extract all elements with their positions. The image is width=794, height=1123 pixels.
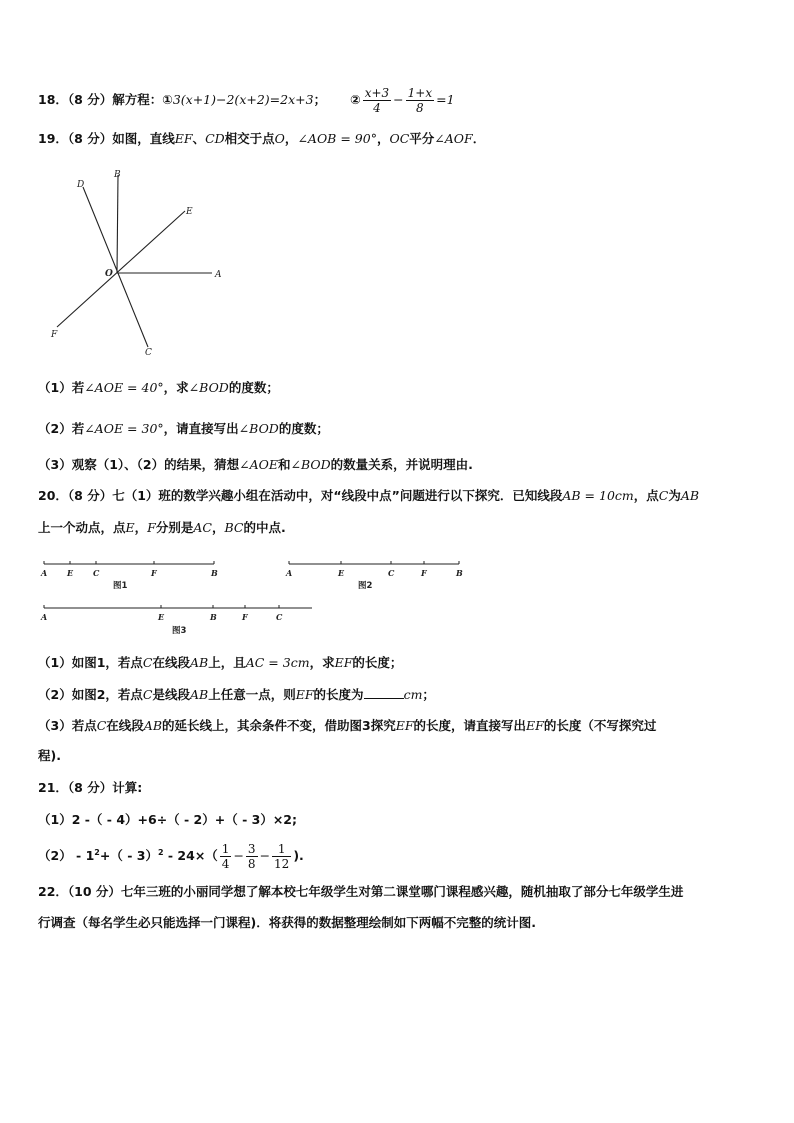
q21-sub2-mid2: - 24×（: [163, 848, 218, 863]
fig2-label-a: A: [286, 568, 293, 578]
q19-text-3: 相交于点: [224, 131, 275, 146]
q20-sub3-ef: EF: [395, 718, 414, 733]
q19-ef: EF: [174, 131, 193, 146]
q19-text-7: ．: [472, 131, 486, 146]
q18-stem: 解方程：: [112, 92, 163, 107]
q20-sub3-e: 的长度，请直接写出: [413, 718, 527, 733]
q18-frac1: [363, 86, 391, 115]
q20-l2-c: 分别是: [155, 520, 194, 535]
fig3-label-f: F: [242, 612, 248, 622]
q19-sub2: [38, 419, 329, 439]
q20-l2-e2: 的中点.: [243, 520, 286, 535]
fig3-label-a: A: [41, 612, 48, 622]
line-cd: [83, 187, 148, 347]
q20-sub3-d: 的延长线上，其余条件不变，借助图3探究: [162, 718, 396, 733]
q20-sub2-ab: AB: [190, 687, 209, 702]
fig3-caption: 图3: [172, 626, 187, 636]
q21-sub2-post: ).: [293, 848, 304, 863]
q19-sub3-post: 的数量关系，并说明理由.: [330, 457, 473, 472]
q19-aof: ∠AOF: [434, 131, 473, 146]
fig1-label-b: B: [211, 568, 218, 578]
q18-score: （8 分）: [67, 92, 113, 107]
q20-sub1-f: 的长度；: [352, 655, 403, 670]
q21-sub2-sup2: 2: [157, 847, 164, 857]
fig2-label-f: F: [421, 568, 427, 578]
q19-sub1-pre: （1）若: [38, 380, 85, 395]
q20-sub2-c: C: [142, 687, 153, 702]
label-d: D: [77, 180, 85, 190]
q21-sub2-pre: （2） - 1: [38, 848, 95, 863]
q20-l1-d: 为: [668, 488, 681, 503]
q19-sub1: [38, 378, 279, 398]
q18-sep: ；: [313, 92, 327, 107]
fig1-label-e: E: [67, 568, 74, 578]
q20-sub1-c: C: [142, 655, 153, 670]
q19-o: O: [274, 131, 285, 146]
q19-sub1-post: 的度数；: [228, 380, 279, 395]
label-c: C: [145, 348, 152, 358]
q20-sub1-ac: AC = 3cm: [245, 655, 310, 670]
fig1-caption: 图1: [113, 581, 128, 591]
q22-l2: 行调查（每名学生必只能选择一门课程)．将获得的数据整理绘制如下两幅不完整的统计图.: [38, 915, 536, 930]
q19-sub1-target: ∠BOD: [188, 380, 229, 395]
q18-rhs: =1: [436, 92, 455, 107]
q19-sub1-mid: ，求: [163, 380, 189, 395]
line-ef: [57, 211, 185, 327]
q20-sub2-f: ；: [422, 687, 435, 702]
q22-number: 22．: [38, 884, 68, 899]
fig3-label-b: B: [210, 612, 217, 622]
q18-frac1-num: x+3: [364, 86, 390, 100]
q19-sub3-mid: 和: [277, 457, 291, 472]
q20-sub1-e: ，求: [309, 655, 335, 670]
q19-sub2-mid: ，请直接写出: [163, 421, 239, 436]
q20-sub2-unit: cm: [403, 687, 423, 702]
q20-sub2-b: 是线段: [152, 687, 190, 702]
fig2-label-c: C: [388, 568, 395, 578]
q20-sub1-d: 上，且: [208, 655, 246, 670]
q19-cd: CD: [205, 131, 225, 146]
q21-op2: −: [259, 848, 271, 863]
q19-sub1-expr: ∠AOE = 40°: [84, 380, 164, 395]
q20-l1-c: C: [658, 488, 669, 503]
q19-sub2-pre: （2）若: [38, 421, 85, 436]
q20-sub2-e: 的长度为: [313, 687, 364, 702]
q22-line2: [38, 913, 536, 933]
q21-stem: [38, 778, 142, 798]
label-a: A: [215, 270, 222, 280]
fig3-label-e: E: [158, 612, 165, 622]
q20-sub2-d: 上任意一点，则: [208, 687, 296, 702]
q20-number: 20．: [38, 488, 68, 503]
q19-score: （8 分）: [67, 131, 113, 146]
q20-l2-a: 上一个动点，点: [38, 520, 126, 535]
q21-sub1: [38, 810, 297, 830]
q19-text-5: ，: [376, 131, 390, 146]
q20-sub3-g: 程).: [38, 748, 61, 763]
q20-l2-d: ，: [211, 520, 225, 535]
q20-sub1-ab: AB: [190, 655, 209, 670]
q21-frac2: [246, 842, 258, 871]
q20-l1-a: 七（1）班的数学兴趣小组在活动中，对“线段中点”问题进行以下探究．已知线段: [112, 488, 563, 503]
q20-sub3-c: C: [96, 718, 107, 733]
q21-sub2: [38, 842, 304, 871]
fig1-label-c: C: [93, 568, 100, 578]
q20-l2-ac: AC: [193, 520, 212, 535]
answer-blank: [364, 686, 404, 699]
q18-part1-mark: ①: [162, 92, 173, 107]
q21-sub2-mid: +（ - 3）: [99, 848, 158, 863]
q20-sub1: [38, 653, 402, 673]
fig2-caption: 图2: [358, 581, 373, 591]
q18-part1-expr: 3(x+1)−2(x+2)=2x+3: [172, 92, 314, 107]
q21-frac3: [272, 842, 291, 871]
q20-sub2-ef: EF: [295, 687, 314, 702]
q20-sub3-ab: AB: [143, 718, 163, 733]
q20-sub2: [38, 685, 435, 705]
q21-frac3-den: 12: [274, 857, 290, 871]
q21-sub2-sup1: 2: [94, 847, 100, 857]
ray-ob: [117, 175, 118, 273]
q21-frac3-num: 1: [272, 842, 291, 857]
q20-sub3-line2: [38, 746, 61, 766]
q19-sub3-a: ∠AOE: [239, 457, 278, 472]
q22-score: （10 分）: [67, 884, 121, 899]
q18-frac1-den: 4: [373, 101, 381, 115]
q19-sub2-expr: ∠AOE = 30°: [84, 421, 164, 436]
q20-l1-b: ，点: [633, 488, 659, 503]
q21-number: 21．: [38, 780, 68, 795]
q21-frac1: [220, 842, 232, 871]
label-o: O: [105, 269, 113, 279]
q20-figures: [0, 552, 794, 642]
q21-score: （8 分）: [67, 780, 113, 795]
q19-oc: OC: [389, 131, 410, 146]
q20-l2-f: F: [147, 520, 156, 535]
q20-score: （8 分）: [67, 488, 113, 503]
q19-sub2-target: ∠BOD: [238, 421, 279, 436]
q22-line1: [38, 882, 683, 902]
q18-part2-mark: ②: [350, 92, 361, 107]
q20-stem-line1: [38, 486, 699, 506]
q20-l1-ab: AB = 10cm: [562, 488, 634, 503]
q19-figure: [40, 165, 240, 365]
q20-l1-ab2: AB: [680, 488, 700, 503]
fig1-label-f: F: [151, 568, 157, 578]
q20-sub3-f: 的长度（不写探究过: [543, 718, 657, 733]
q19-sub2-post: 的度数；: [278, 421, 329, 436]
q20-l2-b: ，: [134, 520, 148, 535]
q18-number: 18．: [38, 92, 68, 107]
label-b: B: [114, 170, 121, 180]
q20-sub3-ef2: EF: [526, 718, 544, 733]
q19-sub3: [38, 455, 473, 475]
fig1-label-a: A: [41, 568, 48, 578]
q20-sub3-b: 在线段: [106, 718, 144, 733]
q20-l2-bc: BC: [224, 520, 244, 535]
label-e: E: [186, 207, 193, 217]
fig2-label-e: E: [338, 568, 345, 578]
label-f: F: [51, 330, 58, 340]
q21-op1: −: [233, 848, 244, 863]
q20-stem-line2: [38, 518, 286, 538]
q21-frac2-num: 3: [247, 842, 256, 856]
q20-sub3-line1: [38, 716, 656, 736]
q19-text-1: 如图，直线: [112, 131, 175, 146]
fig3-label-c: C: [276, 612, 283, 622]
q19-text-4: ，: [284, 131, 298, 146]
q18-minus: −: [393, 92, 404, 107]
q18-line: [38, 86, 455, 115]
q20-sub1-b: 在线段: [152, 655, 190, 670]
q19-stem: [38, 129, 485, 149]
q21-frac1-num: 1: [221, 842, 230, 856]
q20-l2-e: E: [125, 520, 135, 535]
q18-frac2-den: 8: [416, 101, 424, 115]
q20-sub3-a: （3）若点: [38, 718, 97, 733]
q19-sub3-b: ∠BOD: [290, 457, 331, 472]
q19-angle: ∠AOB = 90°: [297, 131, 377, 146]
q20-sub1-ef: EF: [334, 655, 353, 670]
q21-sub1-text: （1）2 -（ - 4）+6÷（ - 2）+（ - 3）×2;: [38, 812, 297, 827]
q19-text-2: 、: [192, 131, 206, 146]
q21-stem-text: 计算:: [112, 780, 143, 795]
q21-frac2-den: 8: [247, 857, 256, 871]
q18-frac2-num: 1+x: [407, 86, 433, 100]
q20-sub1-a: （1）如图1，若点: [38, 655, 143, 670]
q19-number: 19．: [38, 131, 68, 146]
q22-l1: 七年三班的小丽同学想了解本校七年级学生对第二课堂哪门课程感兴趣，随机抽取了部分七年级学生进: [120, 884, 684, 899]
q21-frac1-den: 4: [221, 857, 230, 871]
q19-sub3-pre: （3）观察（1）、（2）的结果，猜想: [38, 457, 240, 472]
fig2-label-b: B: [456, 568, 463, 578]
q19-text-6: 平分: [409, 131, 435, 146]
q20-sub2-a: （2）如图2，若点: [38, 687, 143, 702]
q18-frac2: [406, 86, 434, 115]
